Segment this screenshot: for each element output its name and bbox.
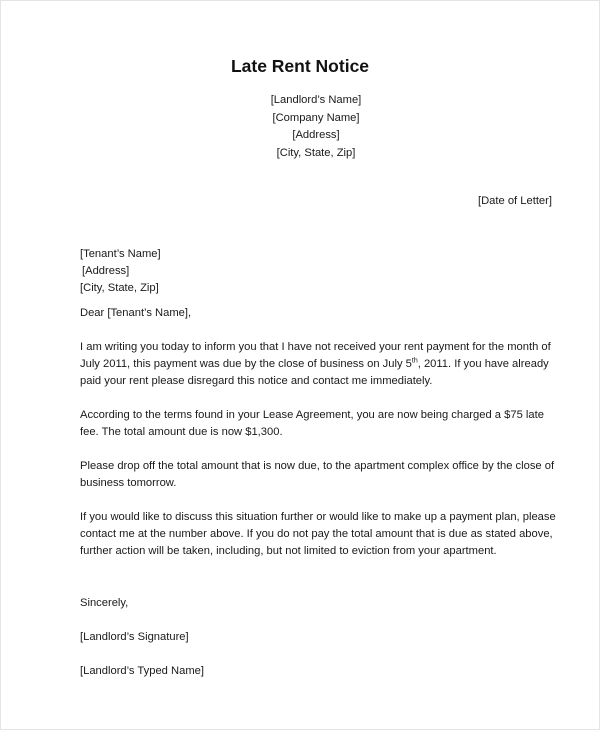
signature-line <box>80 629 560 646</box>
paragraph-3-text: Please drop off the total amount that is now due, to the apartment complex office by the close of business tomorrow. <box>80 460 555 490</box>
letter-date: [Date of Letter] <box>477 195 552 207</box>
page-title: Late Rent Notice <box>230 56 370 76</box>
sender-city: [City, State, Zip] <box>276 146 356 159</box>
paragraph-1 <box>80 339 560 391</box>
closing-text: Sincerely, <box>80 597 129 609</box>
sender-address: [Address] <box>292 129 340 141</box>
paragraph-3 <box>80 458 560 492</box>
signature-text: [Landlord’s Signature] <box>80 631 189 643</box>
recipient-block <box>80 246 161 297</box>
salutation-text: Dear [Tenant’s Name], <box>80 307 192 319</box>
ordinal-suffix: th <box>411 357 418 365</box>
typed-name-text: [Landlord’s Typed Name] <box>80 665 204 677</box>
paragraph-1-part-b: , 2011. If you have already paid your rent please disregard this notice and contact me immediately. <box>80 358 549 388</box>
sender-block <box>1 92 600 162</box>
paragraph-2 <box>80 407 560 441</box>
typed-name-line <box>80 663 560 680</box>
closing <box>80 595 560 612</box>
salutation <box>80 305 560 322</box>
paragraph-2-text: According to the terms found in your Lease Agreement, you are now being charged a $75 late fee. The total amount due is now $1,300. <box>80 409 544 439</box>
sender-name: [Landlord’s Name] <box>270 94 362 106</box>
paragraph-4-text: If you would like to discuss this situation further or would like to make up a payment plan, please contact me at the number above. If you do not pay the total amount that is due as stated above, further action will be taken, including, but not limited to eviction from your apartment. <box>80 511 556 558</box>
paragraph-1-part-a: I am writing you today to inform you that I have not received your rent payment for the month of July 2011, this payment was due by the close of business on July 5 <box>80 341 551 371</box>
paragraph-4 <box>80 509 560 561</box>
recipient-city: [City, State, Zip] <box>80 282 159 294</box>
recipient-name: [Tenant’s Name] <box>80 248 161 260</box>
paragraph-1-text <box>80 339 560 391</box>
sender-company: [Company Name] <box>272 111 360 124</box>
recipient-address: [Address] <box>82 265 130 277</box>
